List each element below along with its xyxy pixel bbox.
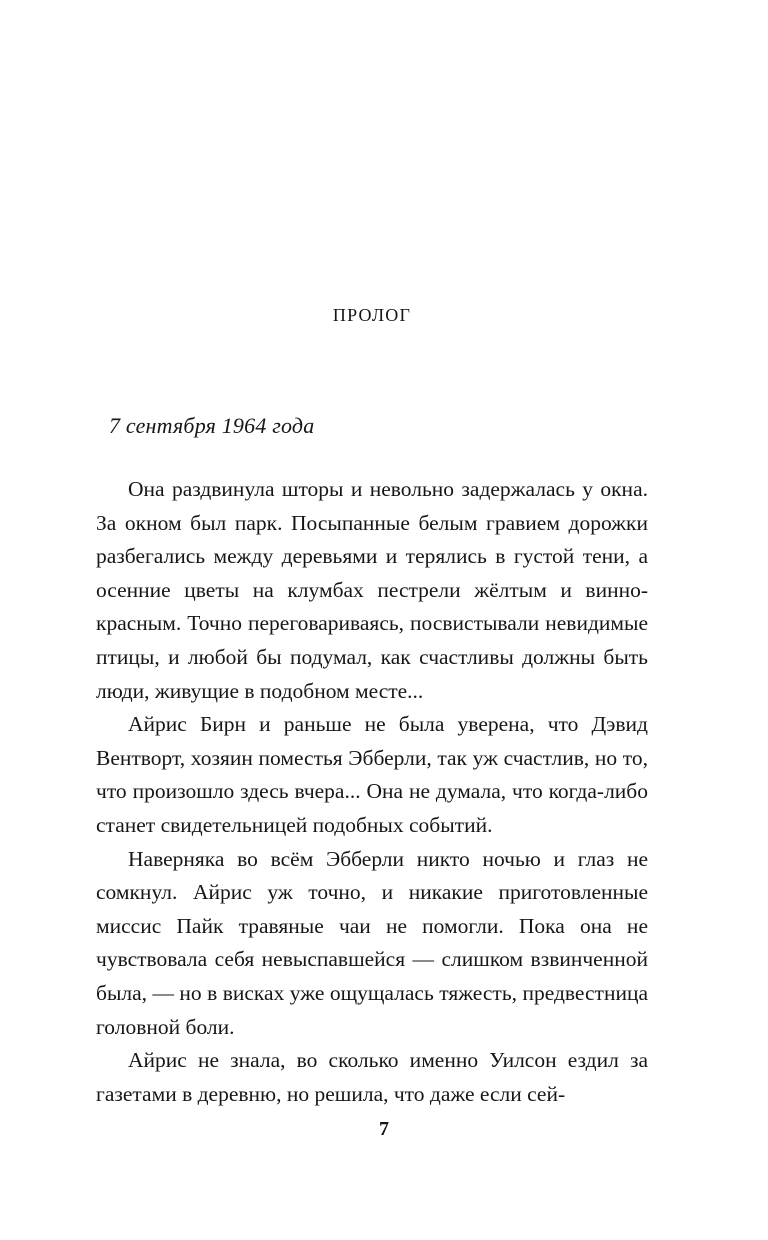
paragraph: Наверняка во всём Эбберли никто ночью и глаз не сомкнул. Айрис уж точно, и никакие приготовленные миссис Пайк травяные чаи не помогли. Пока она не чувствовала себя невыспавшейся — слишком взвинченной была, — но в висках уже ощущалась тяжесть, предвестница головной боли. [96,846,648,1039]
chapter-title: пролог [332,300,412,327]
date-line: 7 сентября 1964 года [109,413,315,438]
page-number: 7 [379,1118,389,1140]
body-text [96,439,648,1111]
paragraph: Она раздвинула шторы и невольно задержалась у окна. За окном был парк. Посыпанные белым гравием дорожки разбегались между деревьями и терялись в густой тени, а осенние цветы на клумбах пестрели жёлтым и винно-красным. Точно переговариваясь, посвистывали невидимые птицы, и любой бы подумал, как счастливы должны быть люди, живущие в подобном месте... [96,477,648,703]
page-content [96,0,648,1111]
paragraph: Айрис не знала, во сколько именно Уилсон ездил за газетами в деревню, но решила, что даже если сей- [96,1048,648,1106]
paragraph: Айрис Бирн и раньше не была уверена, что Дэвид Вентворт, хозяин поместья Эбберли, так уж счастлив, но то, что произошло здесь вчера... Она не думала, что когда-либо станет свидетельницей подобных событий. [96,712,648,837]
